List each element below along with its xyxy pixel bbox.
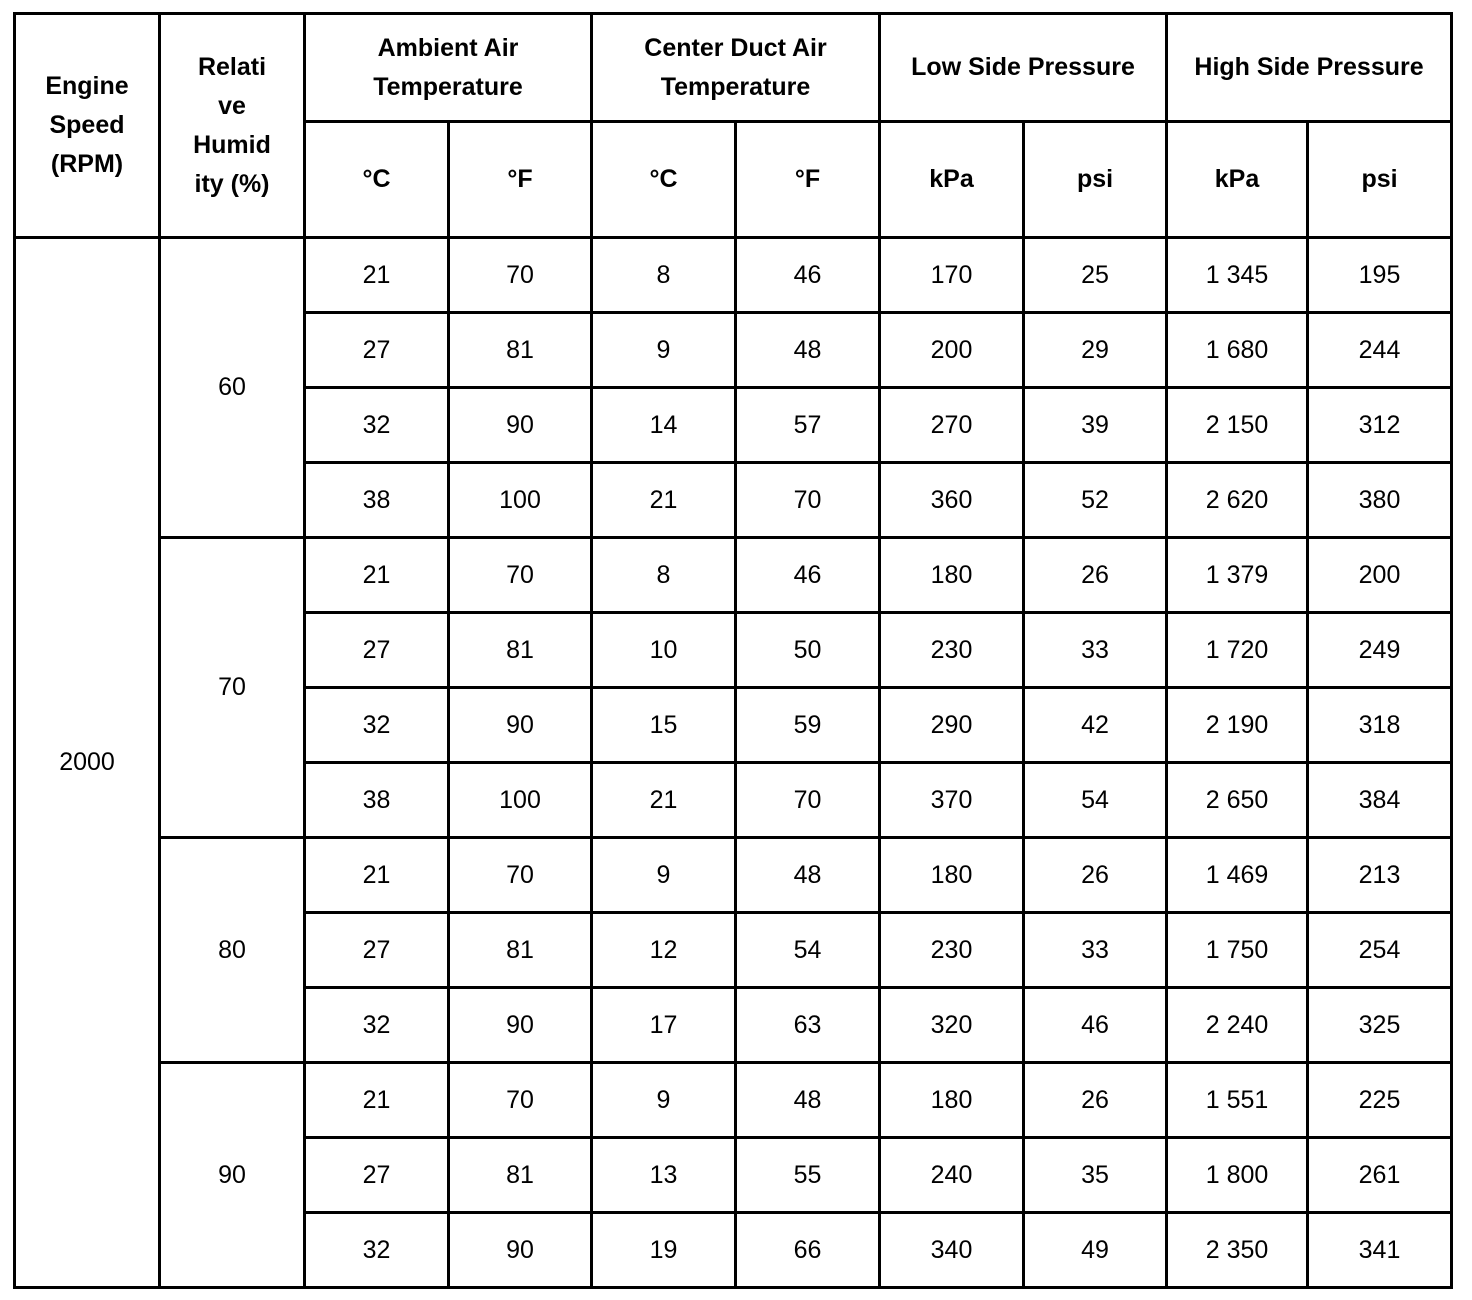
table-cell: 100 [449,763,592,838]
header-relative-humidity: Relati ve Humid ity (%) [160,14,305,238]
table-cell: 39 [1024,388,1167,463]
table-cell: 17 [592,988,736,1063]
humidity-cell: 70 [160,538,305,838]
table-cell: 1 750 [1167,913,1308,988]
table-cell: 70 [449,238,592,313]
table-cell: 1 345 [1167,238,1308,313]
table-cell: 26 [1024,538,1167,613]
table-cell: 90 [449,688,592,763]
table-cell: 48 [736,1063,880,1138]
table-row [15,238,1452,313]
table-cell: 81 [449,1138,592,1213]
table-cell: 59 [736,688,880,763]
header-high-side-pressure: High Side Pressure [1167,14,1452,122]
table-cell: 90 [449,388,592,463]
table-cell: 200 [1308,538,1452,613]
table-cell: 312 [1308,388,1452,463]
table-cell: 380 [1308,463,1452,538]
table-cell: 8 [592,538,736,613]
unit-ambient-f: °F [449,122,592,238]
table-cell: 360 [880,463,1024,538]
table-cell: 1 720 [1167,613,1308,688]
table-cell: 46 [736,538,880,613]
table-row [15,838,1452,913]
table-cell: 81 [449,613,592,688]
header-ambient-air-temperature: Ambient Air Temperature [305,14,592,122]
unit-ambient-c: °C [305,122,449,238]
table-cell: 70 [449,838,592,913]
unit-duct-f: °F [736,122,880,238]
table-cell: 21 [592,463,736,538]
table-cell: 9 [592,313,736,388]
table-cell: 340 [880,1213,1024,1288]
table-cell: 1 680 [1167,313,1308,388]
table-cell: 10 [592,613,736,688]
table-cell: 384 [1308,763,1452,838]
table-cell: 21 [305,1063,449,1138]
table-cell: 38 [305,763,449,838]
table-cell: 9 [592,838,736,913]
table-cell: 240 [880,1138,1024,1213]
table-cell: 254 [1308,913,1452,988]
table-cell: 90 [449,1213,592,1288]
table-cell: 21 [592,763,736,838]
table-cell: 90 [449,988,592,1063]
table-cell: 32 [305,388,449,463]
table-cell: 2 240 [1167,988,1308,1063]
unit-high-psi: psi [1308,122,1452,238]
ac-performance-table-container [13,12,1453,1289]
humidity-cell: 90 [160,1063,305,1288]
table-cell: 21 [305,838,449,913]
table-cell: 57 [736,388,880,463]
header-engine-speed: Engine Speed (RPM) [15,14,160,238]
table-cell: 32 [305,988,449,1063]
table-cell: 270 [880,388,1024,463]
table-cell: 35 [1024,1138,1167,1213]
table-cell: 180 [880,1063,1024,1138]
table-cell: 27 [305,913,449,988]
header-center-duct-air-temperature: Center Duct Air Temperature [592,14,880,122]
table-cell: 21 [305,238,449,313]
table-cell: 55 [736,1138,880,1213]
table-cell: 63 [736,988,880,1063]
table-body [15,238,1452,1288]
table-cell: 2 190 [1167,688,1308,763]
table-cell: 13 [592,1138,736,1213]
table-cell: 2 620 [1167,463,1308,538]
unit-duct-c: °C [592,122,736,238]
table-cell: 70 [449,1063,592,1138]
table-cell: 46 [1024,988,1167,1063]
table-cell: 290 [880,688,1024,763]
table-cell: 2 650 [1167,763,1308,838]
table-cell: 81 [449,313,592,388]
table-cell: 32 [305,688,449,763]
table-cell: 320 [880,988,1024,1063]
table-cell: 370 [880,763,1024,838]
table-cell: 19 [592,1213,736,1288]
table-cell: 70 [736,463,880,538]
table-cell: 48 [736,313,880,388]
table-cell: 38 [305,463,449,538]
table-cell: 15 [592,688,736,763]
table-cell: 230 [880,613,1024,688]
table-cell: 180 [880,838,1024,913]
table-cell: 2 150 [1167,388,1308,463]
table-cell: 49 [1024,1213,1167,1288]
table-cell: 8 [592,238,736,313]
table-cell: 50 [736,613,880,688]
humidity-cell: 60 [160,238,305,538]
humidity-cell: 80 [160,838,305,1063]
table-row [15,1063,1452,1138]
table-cell: 81 [449,913,592,988]
table-cell: 230 [880,913,1024,988]
table-cell: 66 [736,1213,880,1288]
table-cell: 33 [1024,613,1167,688]
table-cell: 213 [1308,838,1452,913]
ac-performance-table [13,12,1453,1289]
header-low-side-pressure: Low Side Pressure [880,14,1167,122]
engine-speed-cell: 2000 [15,238,160,1288]
table-cell: 341 [1308,1213,1452,1288]
table-cell: 70 [449,538,592,613]
table-cell: 27 [305,1138,449,1213]
table-cell: 2 350 [1167,1213,1308,1288]
table-cell: 180 [880,538,1024,613]
unit-low-kpa: kPa [880,122,1024,238]
table-cell: 27 [305,313,449,388]
unit-low-psi: psi [1024,122,1167,238]
unit-high-kpa: kPa [1167,122,1308,238]
table-cell: 52 [1024,463,1167,538]
table-cell: 54 [1024,763,1167,838]
table-cell: 14 [592,388,736,463]
table-cell: 1 469 [1167,838,1308,913]
table-cell: 195 [1308,238,1452,313]
table-cell: 48 [736,838,880,913]
table-cell: 249 [1308,613,1452,688]
table-cell: 26 [1024,1063,1167,1138]
table-cell: 9 [592,1063,736,1138]
table-cell: 1 551 [1167,1063,1308,1138]
table-cell: 12 [592,913,736,988]
table-cell: 46 [736,238,880,313]
table-cell: 100 [449,463,592,538]
table-cell: 25 [1024,238,1167,313]
table-cell: 318 [1308,688,1452,763]
table-cell: 170 [880,238,1024,313]
table-cell: 200 [880,313,1024,388]
table-cell: 32 [305,1213,449,1288]
table-cell: 1 800 [1167,1138,1308,1213]
table-cell: 54 [736,913,880,988]
table-cell: 33 [1024,913,1167,988]
table-cell: 244 [1308,313,1452,388]
table-cell: 26 [1024,838,1167,913]
table-cell: 261 [1308,1138,1452,1213]
table-cell: 27 [305,613,449,688]
table-cell: 42 [1024,688,1167,763]
table-cell: 70 [736,763,880,838]
table-cell: 29 [1024,313,1167,388]
table-cell: 225 [1308,1063,1452,1138]
table-cell: 1 379 [1167,538,1308,613]
table-cell: 21 [305,538,449,613]
table-row [15,538,1452,613]
table-cell: 325 [1308,988,1452,1063]
